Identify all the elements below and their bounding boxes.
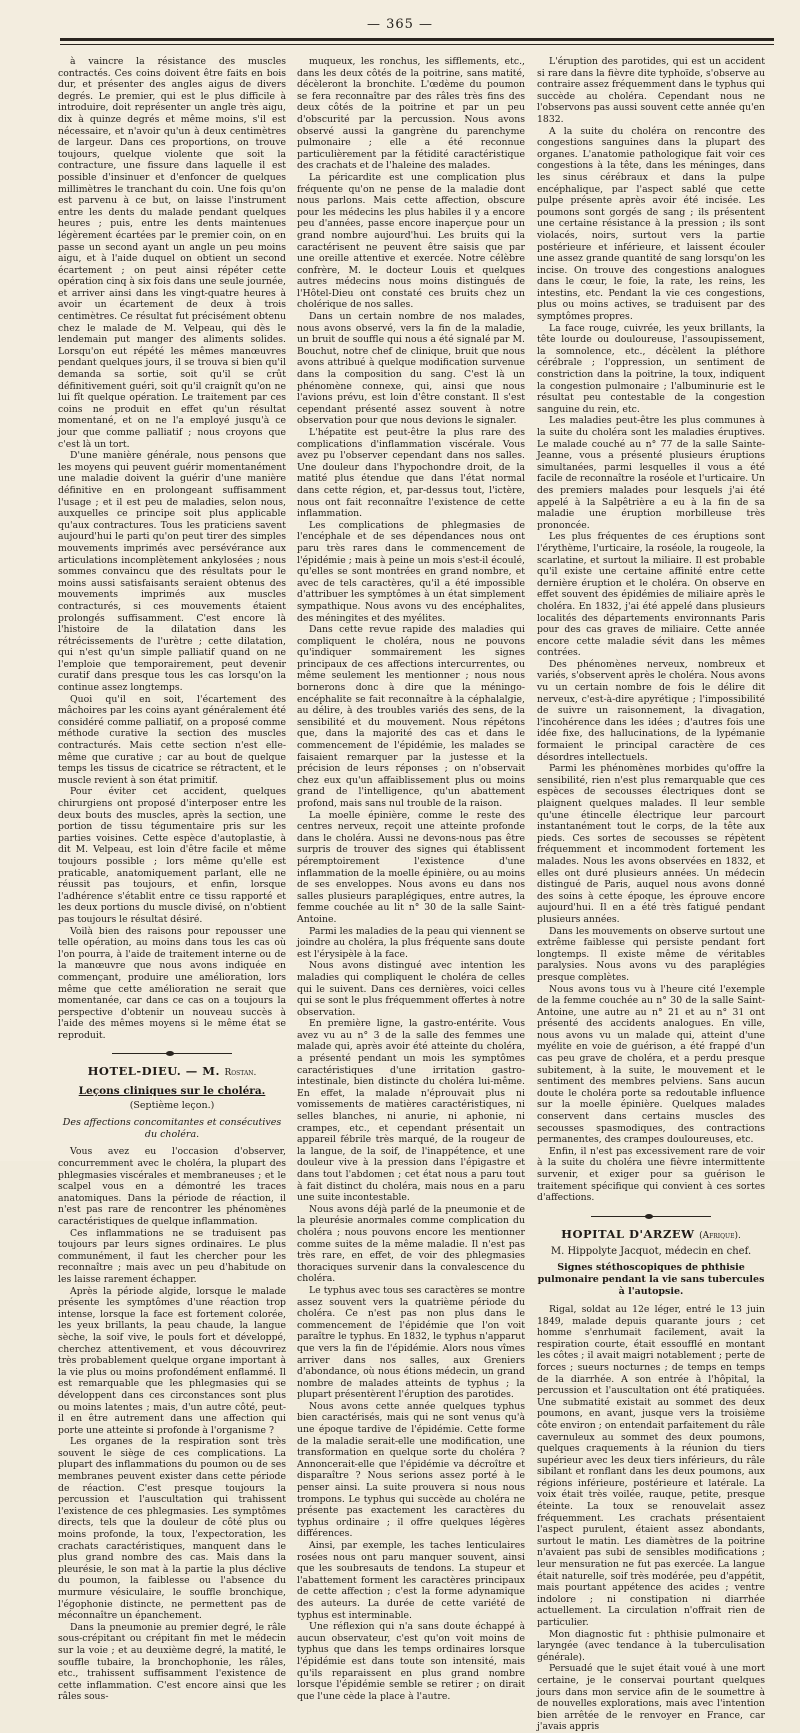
paragraph: Nous avons distingué avec intention les maladies qui compliquent le choléra de celles qui le suivent. Dans ces dernières, voici celles qui se sont le plus fréquemment offertes à notre observation. (297, 960, 525, 1018)
paragraph: Vous avez eu l'occasion d'observer, concurremment avec le choléra, la plupart des phlegmasies viscérales et membraneuses ; et le scalpel vous en a démontré les traces anatomiques. Dans la période de réaction, il n'est pas rare de rencontrer les phénomènes caractéristiques de quelque inflammation. (58, 1146, 286, 1227)
hospital-title: HOPITAL D'ARZEW (561, 1226, 695, 1241)
paragraph: muqueux, les ronchus, les sifflements, etc., dans les deux côtés de la poitrine, sans matité, décèleront la bronchite. L'œdème du poumon se fera reconnaître par des râles très fins des deux côtés de la poitrine et par un peu d'obscurité par la percussion. Nous avons observé aussi la gangrène du parenchyme pulmonaire ; elle a été reconnue particulièrement par la fétidité caractéristique des crachats et de l'haleine des malades. (297, 56, 525, 172)
header-rule (60, 38, 774, 41)
hospital-title: HOTEL-DIEU. — M. (87, 1064, 220, 1079)
paragraph: L'hépatite est peut-être la plus rare des complications d'inflammation viscérale. Vous avez pu l'observer cependant dans nos salles. Une douleur dans l'hypochondre droit, de la matité plus étendue que dans l'état normal dans cette région, et, par-dessus tout, l'ictère, nous ont fait reconnaître l'existence de cette inflammation. (297, 427, 525, 520)
paragraph: Rigal, soldat au 12e léger, entré le 13 juin 1849, malade depuis quarante jours ; cet homme s'enrhumait facilement, avait la respiration courte, était essoufflé en montant les côtes ; il avait maigri notablement ; perte de forces ; sueurs nocturnes ; de temps en temps de la diarrhée. A son entrée à l'hôpital, la percussion et l'auscultation ont été pratiquées. Une submatité existait au sommet des deux poumons, en avant, jusque vers la troisième côte environ ; on entendait parfaitement du râle cavernuleux au sommet des deux poumons, quelques craquements à la réunion du tiers supérieur avec les deux tiers inférieurs, du râle sibilant et ronflant dans les deux poumons, aux régions inférieure, postérieure et latérale. La voix était très voilée, rauque, petite, presque éteinte. La toux se renouvelait assez fréquemment. Les crachats présentaient l'aspect purulent, étaient assez abondants, surtout le matin. Les diamètres de la poitrine n'avaient pas subi de sensibles modifications ; leur mensuration ne fut pas exercée. La langue était naturelle, soif très modérée, peu d'appétit, mais pourtant appétence des acides ; ventre indolore ; ni constipation ni diarrhée actuellement. La circulation n'offrait rien de particulier. (537, 1303, 765, 1628)
paragraph: Persuadé que le sujet était voué à une mort certaine, je le conservai pourtant quelques jours dans mon service afin de le soumettre à de nouvelles explorations, mais avec l'intention bien arrêtée de le renvoyer en France, car j'avais appris (537, 1663, 765, 1733)
paragraph: Après la période algide, lorsque le malade présente les symptômes d'une réaction trop intense, lorsque la face est fortement colorée, les yeux brillants, la peau chaude, la langue sèche, la soif vive, le pouls fort et développé, cherchez attentivement, et vous découvrirez très probablement quelque organe important à la vie plus ou moins profondément enflammé. Il est remarquable que les phlegmasies qui se développent dans ces circonstances sont plus ou moins latentes ; mais, d'un autre côté, peut-il en être autrement dans une affection qui porte une atteinte si profonde à l'organisme ? (58, 1285, 286, 1436)
paragraph: Ces inflammations ne se traduisent pas toujours par leurs signes ordinaires. Le plus communément, il faut les chercher pour les reconnaître ; mais avec un peu d'habitude on les laisse rarement échapper. (58, 1227, 286, 1285)
paragraph: Les organes de la respiration sont très souvent le siège de ces complications. La plupart des inflammations du poumon ou de ses membranes peuvent exister dans cette période de réaction. C'est presque toujours la percussion et l'auscultation qui trahissent l'existence de ces phlegmasies. Les symptômes directs, tels que la douleur de côté plus ou moins profonde, la toux, l'expectoration, les crachats caractéristiques, manquent dans le plus grand nombre des cas. Mais dans la pleurésie, le son mat à la partie la plus déclive du poumon, la faiblesse ou l'absence du murmure vésiculaire, le souffle bronchique, l'égophonie distincte, ne permettent pas de méconnaître un épanchement. (58, 1436, 286, 1622)
article-author: M. Hippolyte Jacquot, médecin en chef. (550, 1246, 752, 1258)
paragraph: La face rouge, cuivrée, les yeux brillants, la tête lourde ou douloureuse, l'assoupissement, la somnolence, etc., décèlent la pléthore cérébrale ; l'oppression, un sentiment de constriction dans la poitrine, la toux, indiquent la congestion pulmonaire ; l'albuminurie est le résultat peu contestable de la congestion sanguine du rein, etc. (537, 322, 765, 415)
section-separator (591, 1216, 711, 1217)
paragraph: Enfin, il n'est pas excessivement rare de voir à la suite du choléra une fièvre intermittente survenir, et exiger pour sa guérison le traitement spécifique qui convient à ces sortes d'affections. (537, 1145, 765, 1204)
paragraph: Dans un certain nombre de nos malades, nous avons observé, vers la fin de la maladie, un bruit de souffle qui nous a été signalé par M. Bouchut, notre chef de clinique, bruit que nous avons attribué à quelque modification survenue dans la composition du sang. C'est là un phénomène connexe, qui, ainsi que nous l'avions prévu, est loin d'être constant. Il s'est cependant présenté assez souvent à notre observation pour que nous devions le signaler. (297, 311, 525, 427)
paragraph: Ainsi, par exemple, les taches lenticulaires rosées nous ont paru manquer souvent, ainsi que les soubresauts de tendons. La stupeur et l'abattement forment les caractères principaux de cette affection ; c'est la forme adynamique des auteurs. La durée de cette variété de typhus est interminable. (297, 1540, 525, 1621)
paragraph: Voilà bien des raisons pour repousser une telle opération, au moins dans tous les cas où l'on pourra, à l'aide de traitement interne ou de la manœuvre que nous avons indiquée en commençant, produire une amélioration, lors même que cette amélioration ne serait que momentanée, car dans ce cas on a toujours la perspective d'obtenir un nouveau succès à l'aide des mêmes moyens si le même état se reproduit. (58, 925, 286, 1041)
column-3 (537, 56, 765, 1733)
hospital-place: (Afrique). (699, 1230, 741, 1241)
lessons-title: Leçons cliniques sur le choléra. (78, 1085, 266, 1098)
paragraph: Les complications de phlegmasies de l'encéphale et de ses dépendances nous ont paru très rares dans le commencement de l'épidémie ; mais à peine un mois s'est-il écoulé, qu'elles se sont montrées en grand nombre, et avec de tels caractères, qu'il a été impossible d'attribuer les symptômes à un état simplement sympathique. Nous avons vu des encéphalites, des méningites et des myélites. (297, 519, 525, 624)
paragraph: Mon diagnostic fut : phthisie pulmonaire et laryngée (avec tendance à la tuberculisation générale). (537, 1628, 765, 1663)
paragraph: A la suite du choléra on rencontre des congestions sanguines dans la plupart des organes. L'anatomie pathologique fait voir ces congestions à la tête, dans les méninges, dans les sinus cérébraux et dans la pulpe encéphalique, par l'aspect sablé que cette pulpe présente après avoir été incisée. Les poumons sont gorgés de sang ; ils présentent une certaine résistance à la pression ; ils sont violacés, noirs, surtout vers la partie postérieure et inférieure, et laissent écouler une assez grande quantité de sang lorsqu'on les incise. On trouve des congestions analogues dans le cœur, le foie, la rate, les reins, les intestins, etc. Pendant la vie ces congestions, plus ou moins actives, se traduisent par des symptômes propres. (537, 125, 765, 323)
paragraph: D'une manière générale, nous pensons que les moyens qui peuvent guérir momentanément une maladie doivent la guérir d'une manière définitive en en prolongeant suffisamment l'usage ; et il est peu de maladies, selon nous, auxquelles ce principe soit plus applicable qu'aux contractures. Tous les praticiens savent aujourd'hui le parti qu'on peut tirer des simples mouvements imprimés avec persévérance aux articulations incomplètement ankylosées ; nous sommes convaincu que des résultats pour le moins aussi satisfaisants seraient obtenus des mouvements imprimés aux muscles contracturés, si ces mouvements étaient prolongés suffisamment. C'est encore là l'histoire de la dilatation dans les rétrécissements de l'urètre ; cette dilatation, qui n'est qu'un simple palliatif quand on ne l'emploie que temporairement, peut devenir curatif dans presque tous les cas lorsqu'on la continue assez longtemps. (58, 450, 286, 694)
paragraph: à vaincre la résistance des muscles contractés. Ces coins doivent être faits en bois dur, et présenter des angles aigus de divers degrés. Le premier, qui est le plus difficile à introduire, doit représenter un angle très aigu, dix à quinze degrés et même moins, s'il est nécessaire, et n'avoir qu'un à deux centimètres de largeur. Dans ces proportions, on trouve toujours, quelque violente que soit la contracture, une fissure dans laquelle il est possible d'insinuer et d'enfoncer de quelques millimètres le tranchant du coin. Une fois qu'on est parvenu à ce but, on laisse l'instrument entre les dents du malade pendant quelques heures ; puis, entre les dents maintenues légèrement écartées par le premier coin, on en passe un second ayant un angle un peu moins aigu, et à l'aide duquel on obtient un second écartement ; on peut ainsi répéter cette opération cinq à six fois dans une seule journée, et arriver ainsi dans les vingt-quatre heures à avoir un écartement de deux à trois centimètres. Ce résultat fut précisément obtenu chez le malade de M. Velpeau, qui dès le lendemain put manger des aliments solides. Lorsqu'on eut répété les mêmes manœuvres pendant quelques jours, il se trouva si bien qu'il demanda sa sortie, soit qu'il se crût définitivement guéri, soit qu'il craignît qu'on ne lui fît quelque opération. Le traitement par ces coins ne produit en effet qu'un résultat momentané, et on ne l'a employé jusqu'à ce jour que comme palliatif ; nous croyons que c'est là un tort. (58, 56, 286, 450)
hospital-heading (58, 1066, 286, 1080)
paragraph: Le typhus avec tous ses caractères se montre assez souvent vers la quatrième période du choléra. Ce n'est pas non plus dans le commencement de l'épidémie que l'on voit paraître le typhus. En 1832, le typhus n'apparut que vers la fin de l'épidémie. Alors nous vîmes arriver dans nos salles, aux Greniers d'abondance, où nous étions médecin, un grand nombre de malades atteints de typhus ; la plupart présentèrent l'éruption des parotides. (297, 1284, 525, 1401)
column-2 (297, 56, 525, 1702)
paragraph: En première ligne, la gastro-entérite. Vous avez vu au n° 3 de la salle des femmes une malade qui, après avoir été atteinte du choléra, a présenté pendant un mois les symptômes caractéristiques d'une irritation gastro-intestinale, bien distincte du choléra lui-même. En effet, la malade n'éprouvait plus ni vomissements de matières caractéristiques, ni selles blanches, ni anurie, ni aphonie, ni crampes, etc., et cependant présentait un appareil fébrile très marqué, de la rougeur de la langue, de la soif, de l'inappétence, et une douleur vive à la pression dans l'épigastre et dans tout l'abdomen ; cet état nous a paru tout à fait distinct du choléra, mais nous en a paru une suite incontestable. (297, 1018, 525, 1204)
article-title: Signes stéthoscopiques de phthisie pulmonaire pendant la vie sans tubercules à l'autopsie. (537, 1261, 765, 1297)
hospital-heading (537, 1226, 765, 1243)
paragraph: Nous avons cette année quelques typhus bien caractérisés, mais qui ne sont venus qu'à une époque tardive de l'épidémie. Cette forme de la maladie serait-elle une modification, une transformation en quelque sorte du choléra ? Annoncerait-elle que l'épidémie va décroître et disparaître ? Nous serions assez porté à le penser ainsi. La suite prouvera si nous nous trompons. Le typhus qui succède au choléra ne présente pas exactement les caractères du typhus ordinaire ; il offre quelques légères différences. (297, 1400, 525, 1540)
section-title: Des affections concomitantes et consécutives du choléra. (62, 1117, 282, 1140)
paragraph: Dans les mouvements on observe surtout une extrême faiblesse qui persiste pendant fort longtemps. Il existe même de véritables paralysies. Nous avons vu des paraplégies presque complètes. (537, 925, 765, 983)
paragraph: Quoi qu'il en soit, l'écartement des mâchoires par les coins ayant généralement été considéré comme palliatif, on a proposé comme méthode curative la section des muscles contracturés. Mais cette section n'est elle-même que curative ; car au bout de quelque temps les tissus de cicatrice se rétractent, et le muscle revient à son état primitif. (58, 693, 286, 786)
paragraph: Parmi les maladies de la peau qui viennent se joindre au choléra, la plus fréquente sans doute est l'érysipèle à la face. (297, 925, 525, 960)
paragraph: Une réflexion qui n'a sans doute échappé à aucun observateur, c'est qu'on voit moins de typhus que dans les temps ordinaires lorsque l'épidémie est dans toute son intensité, mais qu'ils reparaissent en plus grand nombre lorsque l'épidémie semble se retirer ; on dirait que l'une cède la place à l'autre. (297, 1621, 525, 1702)
paragraph: Nous avons tous vu à l'heure cité l'exemple de la femme couchée au n° 30 de la salle Saint-Antoine, une autre au n° 21 et au n° 31 ont présenté des accidents analogues. En ville, nous avons vu un malade qui, atteint d'une myélite en voie de guérison, a été frappé d'un cas peu grave de choléra, et a perdu presque subitement, à la suite, le mouvement et le sentiment des membres pelviens. Sans aucun doute le choléra porte sa redoutable influence sur la moelle épinière. Quelques malades conservent dans certains muscles des secousses spasmodiques, des contractions permanentes, des crampes douloureuses, etc. (537, 983, 765, 1146)
paragraph: Nous avons déjà parlé de la pneumonie et de la pleurésie anormales comme complication du choléra ; nous pouvons encore les mentionner comme suites de la même maladie. Il n'est pas très rare, en effet, de voir des phlegmasies thoraciques survenir dans la convalescence du choléra. (297, 1203, 525, 1285)
lesson-number: (Septième leçon.) (129, 1099, 215, 1111)
paragraph: Dans la pneumonie au premier degré, le râle sous-crépitant ou crépitant fin met le médecin sur la voie ; et au deuxième degré, la matité, le souffle tubaire, la bronchophonie, les râles, etc., trahissent suffisamment l'existence de cette inflammation. C'est encore ainsi que les râles sous- (58, 1621, 286, 1703)
paragraph: Pour éviter cet accident, quelques chirurgiens ont proposé d'interposer entre les deux bouts des muscles, après la section, une portion de tissu tégumentaire pris sur les parties voisines. Cette espèce d'autoplastie, à dit M. Velpeau, est loin d'être facile et même toujours possible ; lors même qu'elle est praticable, anatomiquement parlant, elle ne réussit pas toujours, et enfin, lorsque l'adhérence s'établit entre ce tissu rapporté et les deux portions du muscle divisé, on n'obtient pas toujours le résultat désiré. (58, 786, 286, 925)
header-rule-thin (60, 44, 774, 45)
paragraph: Dans cette revue rapide des maladies qui compliquent le choléra, nous ne pouvons qu'indiquer sommairement les signes principaux de ces affections intercurrentes, ou même seulement les mentionner ; nous nous bornerons donc à dire que la méningo-encéphalite se fait reconnaître à la céphalalgie, au délire, à des troubles variés des sens, de la sensibilité et du mouvement. Nous répétons que, dans la majorité des cas et dans le commencement de l'épidémie, les malades se faisaient remarquer par la justesse et la précision de leurs réponses ; on n'observait chez eux qu'un affaiblissement plus ou moins grand de l'intelligence, qu'un abattement profond, mais sans nul trouble de la raison. (297, 624, 525, 809)
paragraph: Les maladies peut-être les plus communes à la suite du choléra sont les maladies éruptives. Le malade couché au n° 77 de la salle Sainte-Jeanne, vous a présenté plusieurs éruptions simultanées, parmi lesquelles il vous a été facile de reconnaître la roséole et l'urticaire. Un des premiers malades pour lesquels j'ai été appelé à la Salpêtrière a eu à la fin de sa maladie une éruption morbilleuse très prononcée. (537, 415, 765, 531)
paragraph: La moelle épinière, comme le reste des centres nerveux, reçoit une atteinte profonde dans le choléra. Aussi ne devons-nous pas être surpris de trouver des signes qui établissent péremptoirement l'existence d'une inflammation de la moelle épinière, ou au moins de ses enveloppes. Nous avons eu dans nos salles plusieurs paraplégiques, entre autres, la femme couchée au lit n° 30 de la salle Saint-Antoine. (297, 809, 525, 925)
column-1 (58, 56, 286, 1703)
paragraph: L'éruption des parotides, qui est un accident si rare dans la fièvre dite typhoïde, s'observe au contraire assez fréquemment dans le typhus qui succède au choléra. Cependant nous ne l'observons pas aussi souvent cette année qu'en 1832. (537, 56, 765, 125)
paragraph: Parmi les phénomènes morbides qu'offre la sensibilité, rien n'est plus remarquable que ces espèces de secousses électriques dont se plaignent quelques malades. Il leur semble qu'une étincelle électrique leur parcourt instantanément tout le corps, de la tête aux pieds. Ces sortes de secousses se répètent fréquemment et incommodent fortement les malades. Nous les avons observées en 1832, et elles ont duré plusieurs années. Un médecin distingué de Paris, auquel nous avons donné des soins à cette époque, les éprouve encore aujourd'hui. Il en a été très fatigué pendant plusieurs années. (537, 763, 765, 925)
section-separator (112, 1053, 232, 1054)
paragraph: La péricardite est une complication plus fréquente qu'on ne pense de la maladie dont nous parlons. Mais cette affection, obscure pour les médecins les plus habiles il y a encore peu d'années, passe encore inaperçue pour un grand nombre aujourd'hui. Les bruits qui la caractérisent ne peuvent être saisis que par une oreille attentive et exercée. Notre célèbre confrère, M. le docteur Louis et quelques autres médecins nous moins distingués de l'Hôtel-Dieu ont constaté ces bruits chez un cholérique de nos salles. (297, 171, 525, 311)
paragraph: Des phénomènes nerveux, nombreux et variés, s'observent après le choléra. Nous avons vu un certain nombre de fois le délire dit nerveux, c'est-à-dire apyrétique ; l'impossibilité de suivre un raisonnement, la divagation, l'incohérence dans les idées ; d'autres fois une idée fixe, des hallucinations, de la lypémanie formaient le principal caractère de ces désordres intellectuels. (537, 658, 765, 763)
page-number: — 365 — (366, 17, 434, 32)
hospital-doctor: Rostan. (224, 1068, 257, 1079)
paragraph: Les plus fréquentes de ces éruptions sont l'érythème, l'urticaire, la roséole, la rougeole, la scarlatine, et surtout la miliaire. Il est probable qu'il existe une certaine affinité entre cette dernière éruption et le choléra. On observe en effet souvent des épidémies de miliaire après le choléra. En 1832, j'ai été appelé dans plusieurs localités des départements environnants Paris pour des cas graves de miliaire. Cette année encore cette maladie sévit dans les mêmes contrées. (537, 531, 765, 659)
